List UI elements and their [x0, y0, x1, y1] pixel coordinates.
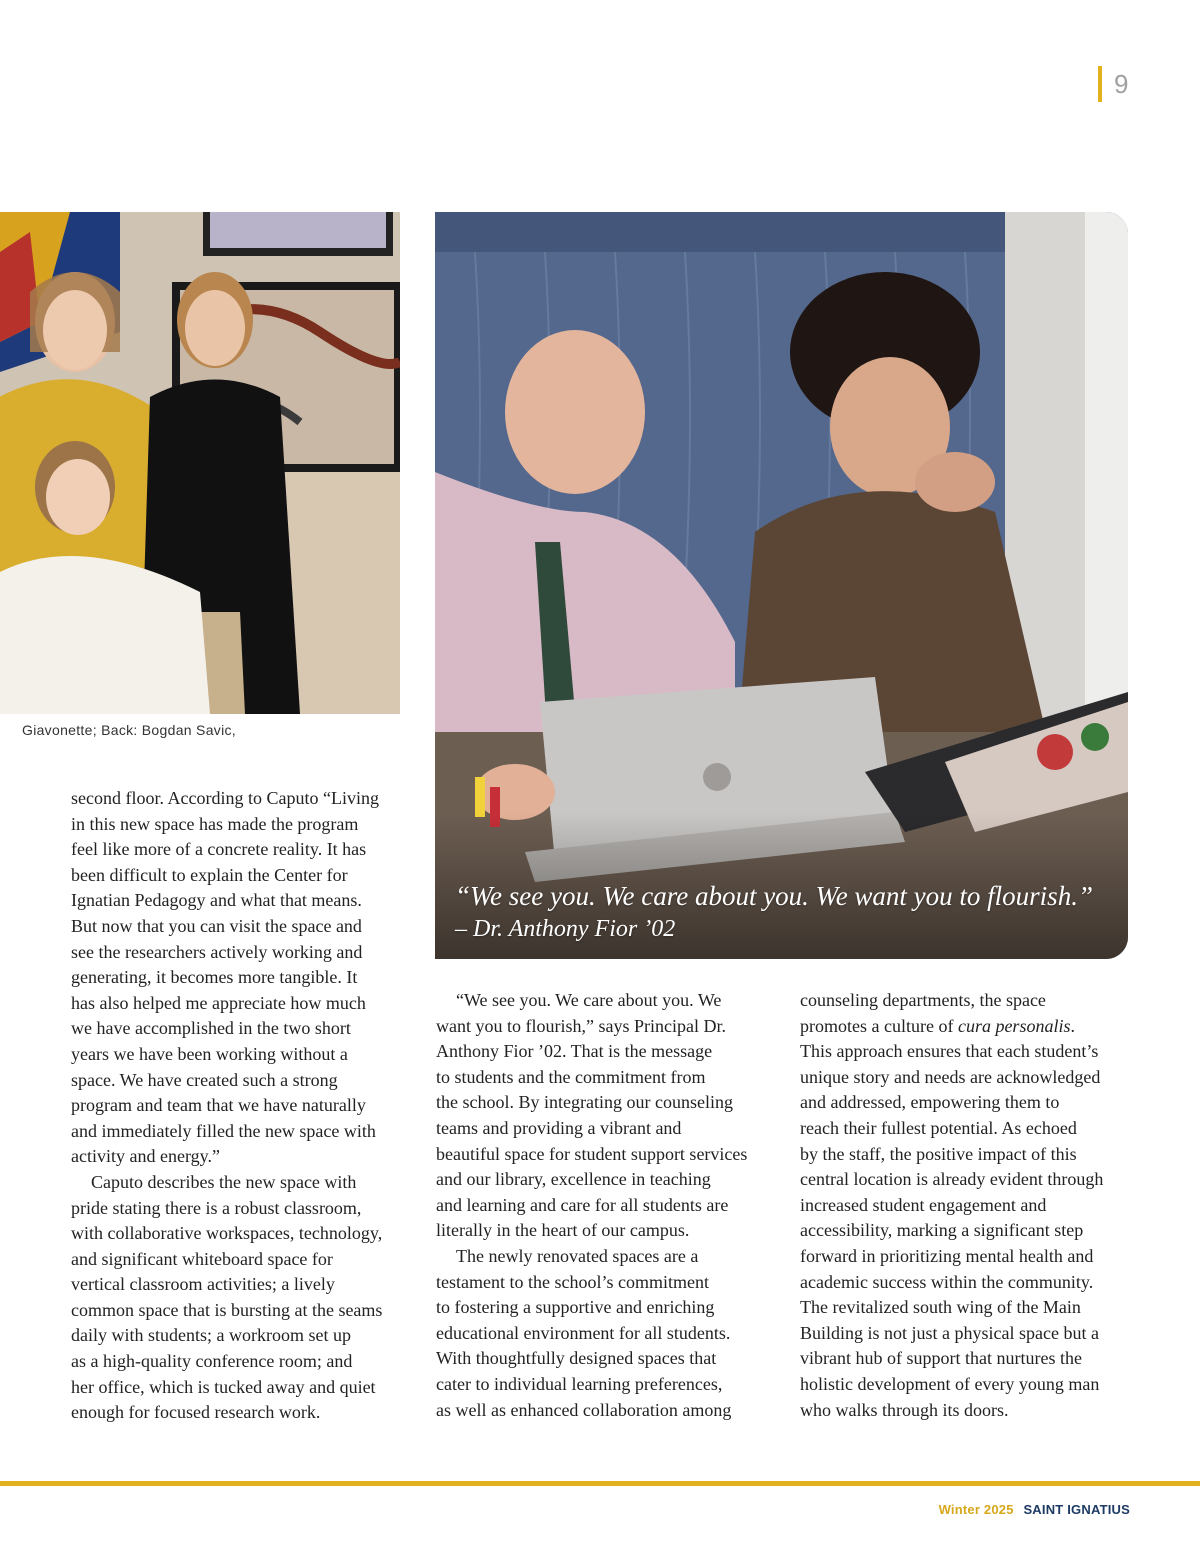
text-line: generating, it becomes more tangible. It — [71, 967, 358, 988]
text-line: with collaborative workspaces, technology, — [71, 1223, 383, 1244]
article-column-3 — [800, 988, 1130, 1423]
text-line: teams and providing a vibrant and — [436, 1117, 682, 1138]
text-line: and immediately filled the new space with — [71, 1120, 376, 1141]
text-line: activity and energy.” — [71, 1146, 220, 1167]
text-line: Anthony Fior ’02. That is the message — [436, 1041, 713, 1062]
text-line: literally in the heart of our campus. — [436, 1220, 690, 1241]
text-line: has also helped me appreciate how much — [71, 992, 366, 1013]
text-line: common space that is bursting at the seams — [71, 1299, 383, 1320]
text-line: and our library, excellence in teaching — [436, 1169, 711, 1190]
pull-quote — [455, 878, 1115, 944]
text-line: holistic development of every young man — [800, 1373, 1100, 1394]
principal-student-photo — [435, 212, 1128, 959]
pull-quote-text: “We see you. We care about you. We want you to flourish.” — [455, 881, 1093, 911]
footer-rule — [0, 1481, 1200, 1486]
text-line: educational environment for all students. — [436, 1322, 731, 1343]
publication-name: SAINT IGNATIUS — [1023, 1502, 1130, 1517]
text-line: in this new space has made the program — [71, 813, 359, 834]
page-number-text: 9 — [1114, 68, 1130, 99]
text-line: by the staff, the positive impact of this — [800, 1143, 1077, 1164]
text-line: “We see you. We care about you. We — [456, 990, 722, 1010]
text-line: enough for focused research work. — [71, 1402, 321, 1423]
text-line-with-emphasis — [800, 1014, 1130, 1040]
text-line: The newly renovated spaces are a — [456, 1245, 699, 1266]
text-line: the school. By integrating our counseling — [436, 1092, 733, 1113]
text-line: Caputo describes the new space with — [91, 1171, 357, 1192]
text-line: to fostering a supportive and enriching — [436, 1297, 715, 1318]
page-number — [1098, 66, 1129, 102]
text-line: and addressed, empowering them to — [800, 1092, 1060, 1113]
column-1-paragraph-2 — [71, 1170, 401, 1426]
text-line: reach their fullest potential. As echoed — [800, 1117, 1077, 1138]
article-column-1 — [71, 786, 401, 1426]
page-number-bar — [1098, 66, 1102, 102]
text-line: who walks through its doors. — [800, 1399, 1009, 1420]
text-line: we have accomplished in the two short — [71, 1018, 351, 1039]
text-line: cater to individual learning preferences, — [436, 1373, 723, 1394]
footer — [939, 1502, 1130, 1517]
text-line: This approach ensures that each student’s — [800, 1041, 1099, 1062]
text-line: and significant whiteboard space for — [71, 1248, 333, 1269]
text-line: forward in prioritizing mental health and — [800, 1245, 1094, 1266]
text-fragment: . — [1070, 1015, 1075, 1036]
issue-season: Winter 2025 — [938, 1502, 1014, 1517]
text-line: Building is not just a physical space but a — [800, 1322, 1099, 1343]
text-line: second floor. According to Caputo “Living — [71, 788, 379, 808]
text-fragment: promotes a culture of — [800, 1015, 958, 1036]
text-line: academic success within the community. — [800, 1271, 1094, 1292]
text-line: But now that you can visit the space and — [71, 915, 362, 936]
text-line: beautiful space for student support services — [436, 1143, 748, 1164]
text-line: vertical classroom activities; a lively — [71, 1274, 335, 1295]
text-line: and learning and care for all students are — [436, 1194, 729, 1215]
emphasis-cura-personalis: cura personalis — [957, 1015, 1071, 1036]
text-line: vibrant hub of support that nurtures the — [800, 1348, 1082, 1369]
column-2-paragraph-2 — [436, 1244, 766, 1423]
text-line: as well as enhanced collaboration among — [436, 1399, 732, 1420]
text-line: daily with students; a workroom set up — [71, 1325, 351, 1346]
text-line: The revitalized south wing of the Main — [800, 1297, 1081, 1318]
text-line: testament to the school’s commitment — [436, 1271, 709, 1292]
text-line: accessibility, marking a significant step — [800, 1220, 1084, 1241]
column-1-paragraph-1 — [71, 786, 401, 1170]
text-line: program and team that we have naturally — [71, 1095, 366, 1116]
text-line: With thoughtfully designed spaces that — [436, 1348, 717, 1369]
text-line: unique story and needs are acknowledged — [800, 1066, 1101, 1087]
photo-caption: Giavonette; Back: Bogdan Savic, — [22, 722, 236, 738]
text-line: central location is already evident through — [800, 1169, 1104, 1190]
text-line: to students and the commitment from — [436, 1066, 706, 1087]
text-line: Ignatian Pedagogy and what that means. — [71, 890, 362, 911]
column-2-paragraph-1 — [436, 988, 766, 1244]
staff-group-photo — [0, 212, 400, 714]
pull-quote-attribution: – Dr. Anthony Fior ’02 — [455, 916, 676, 942]
text-line: been difficult to explain the Center for — [71, 864, 348, 885]
text-line: her office, which is tucked away and quiet — [71, 1376, 376, 1397]
text-line: want you to flourish,” says Principal Dr. — [436, 1015, 726, 1036]
text-line: feel like more of a concrete reality. It has — [71, 839, 367, 860]
text-line: counseling departments, the space — [800, 990, 1046, 1010]
article-column-2 — [436, 988, 766, 1423]
text-line: pride stating there is a robust classroom, — [71, 1197, 362, 1218]
text-line: years we have been working without a — [71, 1043, 348, 1064]
text-line: see the researchers actively working and — [71, 941, 363, 962]
text-line: as a high-quality conference room; and — [71, 1351, 353, 1372]
text-line: space. We have created such a strong — [71, 1069, 338, 1090]
text-line: increased student engagement and — [800, 1194, 1047, 1215]
